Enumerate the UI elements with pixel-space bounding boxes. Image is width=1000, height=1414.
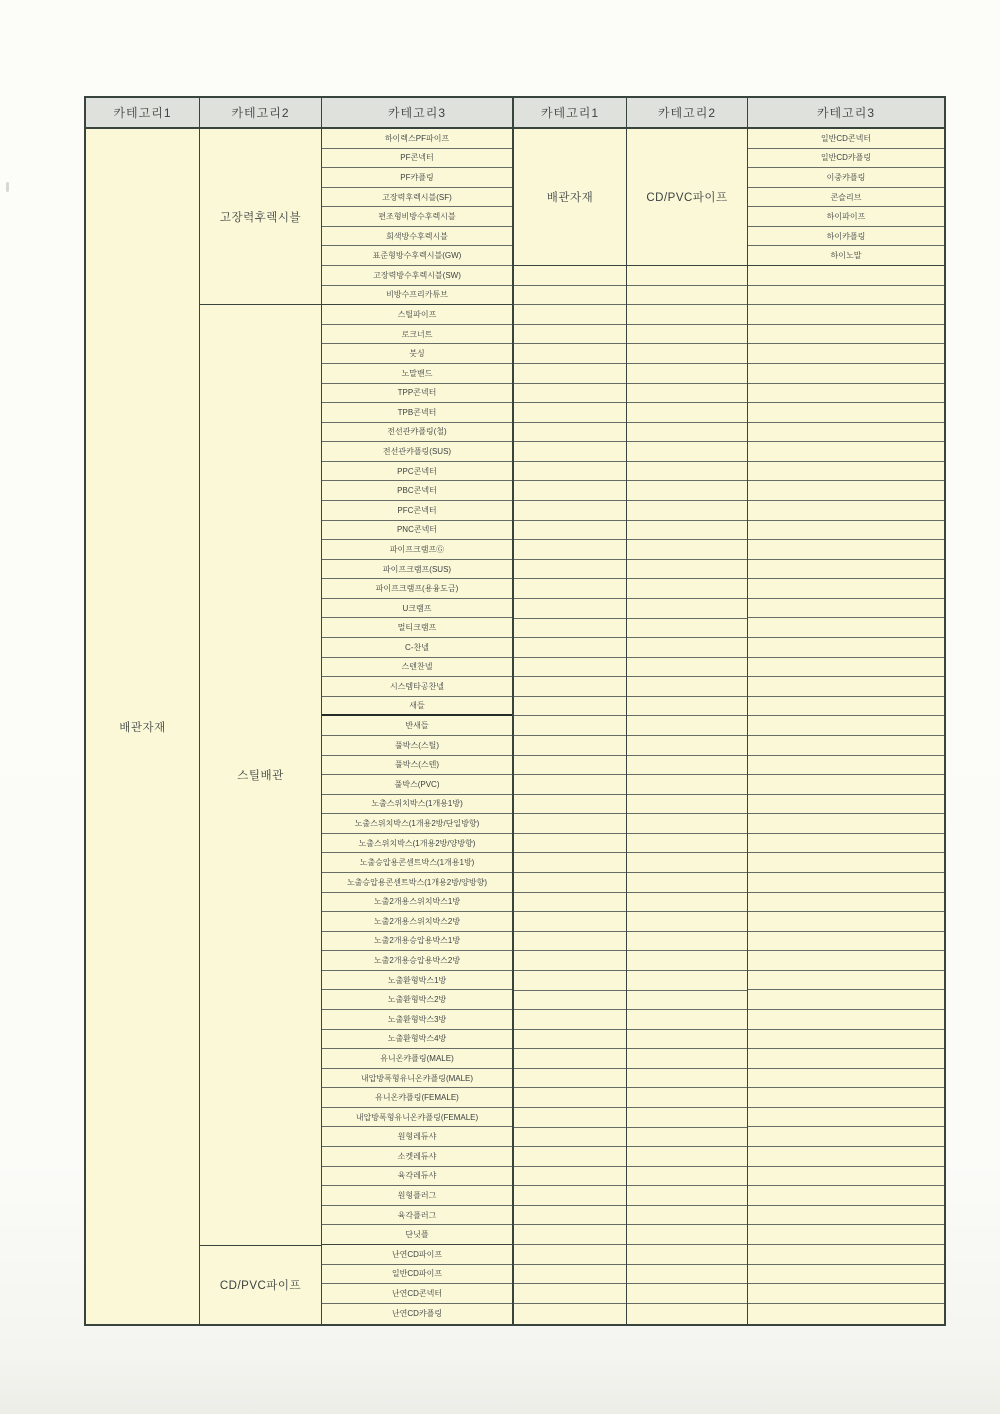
empty-cell bbox=[627, 736, 747, 756]
empty-cell bbox=[627, 521, 747, 541]
left-category3-item-cell: TPP콘넥터 bbox=[322, 384, 512, 404]
left-category3-item-cell: 노출2개용스위치박스2방 bbox=[322, 912, 512, 932]
empty-cell bbox=[748, 423, 944, 443]
empty-cell bbox=[627, 1265, 747, 1285]
empty-cell bbox=[514, 540, 626, 560]
empty-cell bbox=[748, 1088, 944, 1108]
empty-cell bbox=[514, 619, 626, 639]
empty-cell bbox=[514, 658, 626, 678]
right-category3-item-cell: 일반CD콘넥터 bbox=[748, 129, 944, 149]
empty-cell bbox=[514, 912, 626, 932]
empty-cell bbox=[514, 423, 626, 443]
table-column bbox=[200, 129, 322, 1324]
empty-cell bbox=[627, 1304, 747, 1324]
empty-cell bbox=[748, 1245, 944, 1265]
header-cell-category2-left: 카테고리2 bbox=[200, 98, 322, 127]
empty-cell bbox=[748, 756, 944, 776]
header-cell-category1-left: 카테고리1 bbox=[86, 98, 200, 127]
empty-cell bbox=[627, 1245, 747, 1265]
empty-cell bbox=[514, 716, 626, 736]
empty-cell bbox=[748, 442, 944, 462]
empty-cell bbox=[627, 501, 747, 521]
empty-cell bbox=[514, 775, 626, 795]
empty-cell bbox=[514, 1088, 626, 1108]
table-column bbox=[86, 129, 200, 1324]
left-category3-item-cell: 노말밴드 bbox=[322, 364, 512, 384]
empty-cell bbox=[514, 1284, 626, 1304]
left-category3-item-cell: 반새들 bbox=[322, 716, 512, 736]
left-category3-item-cell: 노출2개용스위치박스1방 bbox=[322, 893, 512, 913]
empty-cell bbox=[514, 736, 626, 756]
left-category3-item-cell: PF콘넥터 bbox=[322, 149, 512, 169]
empty-cell bbox=[748, 775, 944, 795]
empty-cell bbox=[627, 1030, 747, 1050]
empty-cell bbox=[627, 834, 747, 854]
empty-cell bbox=[748, 286, 944, 306]
empty-cell bbox=[627, 540, 747, 560]
left-category2-cell: CD/PVC파이프 bbox=[200, 1246, 321, 1324]
empty-cell bbox=[748, 1186, 944, 1206]
left-category3-item-cell: U크램프 bbox=[322, 599, 512, 619]
table-column bbox=[748, 129, 944, 1324]
empty-cell bbox=[627, 579, 747, 599]
empty-cell bbox=[514, 1108, 626, 1128]
empty-cell bbox=[748, 893, 944, 913]
empty-cell bbox=[627, 619, 747, 639]
empty-cell bbox=[627, 560, 747, 580]
empty-cell bbox=[627, 971, 747, 991]
table-column bbox=[627, 129, 748, 1324]
empty-cell bbox=[627, 1049, 747, 1069]
empty-cell bbox=[627, 1186, 747, 1206]
header-cell-category2-right: 카테고리2 bbox=[627, 98, 748, 127]
empty-cell bbox=[748, 658, 944, 678]
empty-cell bbox=[514, 853, 626, 873]
empty-cell bbox=[514, 1206, 626, 1226]
empty-cell bbox=[748, 932, 944, 952]
empty-cell bbox=[627, 1206, 747, 1226]
left-category3-item-cell: TPB콘넥터 bbox=[322, 403, 512, 423]
empty-cell bbox=[627, 991, 747, 1011]
header-cell-category1-right: 카테고리1 bbox=[514, 98, 627, 127]
empty-cell bbox=[514, 344, 626, 364]
right-category3-item-cell: 콘슬리브 bbox=[748, 188, 944, 208]
left-category3-item-cell: 유니온캬플링(FEMALE) bbox=[322, 1088, 512, 1108]
right-category3-item-cell: 하이캬플링 bbox=[748, 227, 944, 247]
left-category3-item-cell: 새들 bbox=[322, 697, 512, 717]
empty-cell bbox=[627, 1128, 747, 1148]
empty-cell bbox=[748, 618, 944, 638]
empty-cell bbox=[627, 1010, 747, 1030]
empty-cell bbox=[748, 1108, 944, 1128]
empty-cell bbox=[627, 442, 747, 462]
left-category3-item-cell: 노출2개용승압용박스2방 bbox=[322, 951, 512, 971]
empty-cell bbox=[627, 481, 747, 501]
empty-cell bbox=[748, 912, 944, 932]
empty-cell bbox=[514, 873, 626, 893]
right-category3-item-cell: 하이파이프 bbox=[748, 207, 944, 227]
empty-cell bbox=[627, 344, 747, 364]
left-category3-item-cell: 원형플러그 bbox=[322, 1186, 512, 1206]
empty-cell bbox=[748, 540, 944, 560]
left-category3-item-cell: PFC콘넥터 bbox=[322, 501, 512, 521]
right-category1-cell: 배관자재 bbox=[514, 129, 626, 266]
left-category3-item-cell: C-찬넬 bbox=[322, 638, 512, 658]
empty-cell bbox=[627, 1284, 747, 1304]
empty-cell bbox=[627, 1147, 747, 1167]
right-category3-item-cell: 이중캬플링 bbox=[748, 168, 944, 188]
empty-cell bbox=[627, 638, 747, 658]
left-category3-item-cell: 노출승압용콘센트박스(1개용2방/양방향) bbox=[322, 873, 512, 893]
empty-cell bbox=[627, 1069, 747, 1089]
left-category3-item-cell: 고장력방수후렉시블(SW) bbox=[322, 266, 512, 286]
empty-cell bbox=[514, 403, 626, 423]
empty-cell bbox=[627, 286, 747, 306]
empty-cell bbox=[514, 560, 626, 580]
empty-cell bbox=[627, 951, 747, 971]
empty-cell bbox=[514, 325, 626, 345]
left-category3-item-cell: 비방수프리카튜브 bbox=[322, 286, 512, 306]
empty-cell bbox=[748, 971, 944, 991]
empty-cell bbox=[748, 1049, 944, 1069]
empty-cell bbox=[627, 364, 747, 384]
empty-cell bbox=[514, 384, 626, 404]
empty-cell bbox=[514, 756, 626, 776]
empty-cell bbox=[514, 1304, 626, 1324]
empty-cell bbox=[514, 364, 626, 384]
left-category3-item-cell: 전선관캬플링(철) bbox=[322, 423, 512, 443]
left-category3-item-cell: 붓싱 bbox=[322, 344, 512, 364]
category-table bbox=[84, 96, 946, 1326]
left-category3-item-cell: PNC콘넥터 bbox=[322, 521, 512, 541]
empty-cell bbox=[627, 853, 747, 873]
empty-cell bbox=[748, 305, 944, 325]
empty-cell bbox=[627, 1088, 747, 1108]
header-cell-category3-left: 카테고리3 bbox=[322, 98, 514, 127]
empty-cell bbox=[514, 1167, 626, 1187]
empty-cell bbox=[748, 1010, 944, 1030]
empty-cell bbox=[627, 1225, 747, 1245]
empty-cell bbox=[514, 1049, 626, 1069]
empty-cell bbox=[748, 1147, 944, 1167]
left-category3-item-cell: 노출환형박스1방 bbox=[322, 971, 512, 991]
empty-cell bbox=[748, 266, 944, 286]
empty-cell bbox=[748, 697, 944, 717]
empty-cell bbox=[514, 834, 626, 854]
right-category3-item-cell: 하이노말 bbox=[748, 246, 944, 266]
table-body bbox=[86, 129, 944, 1324]
empty-cell bbox=[514, 462, 626, 482]
left-category3-item-cell: 난연CD콘넥터 bbox=[322, 1284, 512, 1304]
left-category3-item-cell: 로크너트 bbox=[322, 325, 512, 345]
empty-cell bbox=[748, 599, 944, 619]
empty-cell bbox=[514, 1245, 626, 1265]
left-category3-item-cell: 편조형비방수후렉시블 bbox=[322, 207, 512, 227]
empty-cell bbox=[514, 1010, 626, 1030]
left-category3-item-cell: 풀박스(PVC) bbox=[322, 775, 512, 795]
empty-cell bbox=[748, 1069, 944, 1089]
empty-cell bbox=[514, 893, 626, 913]
right-category3-item-cell: 일반CD캬플링 bbox=[748, 149, 944, 169]
empty-cell bbox=[627, 795, 747, 815]
empty-cell bbox=[514, 1225, 626, 1245]
left-category3-item-cell: 난연CD파이프 bbox=[322, 1245, 512, 1265]
empty-cell bbox=[627, 697, 747, 717]
empty-cell bbox=[748, 853, 944, 873]
empty-cell bbox=[514, 501, 626, 521]
empty-cell bbox=[748, 951, 944, 971]
empty-cell bbox=[748, 873, 944, 893]
empty-cell bbox=[514, 286, 626, 306]
empty-cell bbox=[514, 677, 626, 697]
empty-cell bbox=[627, 893, 747, 913]
empty-cell bbox=[627, 266, 747, 286]
empty-cell bbox=[748, 501, 944, 521]
empty-cell bbox=[514, 521, 626, 541]
empty-cell bbox=[514, 442, 626, 462]
empty-cell bbox=[627, 873, 747, 893]
empty-cell bbox=[514, 795, 626, 815]
left-category3-item-cell: 회색방수후렉시블 bbox=[322, 227, 512, 247]
empty-cell bbox=[514, 1128, 626, 1148]
left-category3-item-cell: 하이렉스PF파이프 bbox=[322, 129, 512, 149]
left-category3-item-cell: 원형레듀샤 bbox=[322, 1127, 512, 1147]
left-category3-item-cell: 표준형방수후렉시블(GW) bbox=[322, 246, 512, 266]
left-category3-item-cell: 난연CD캬플링 bbox=[322, 1304, 512, 1324]
table-column bbox=[514, 129, 627, 1324]
left-category3-item-cell: 노출승압용콘센트박스(1개용1방) bbox=[322, 853, 512, 873]
left-category3-item-cell: 내압방폭형유니온캬플링(FEMALE) bbox=[322, 1108, 512, 1128]
left-category3-item-cell: 멀티크램프 bbox=[322, 618, 512, 638]
empty-cell bbox=[627, 305, 747, 325]
empty-cell bbox=[514, 932, 626, 952]
table-column bbox=[322, 129, 514, 1324]
left-category3-item-cell: 파이프크램프Ⓖ bbox=[322, 540, 512, 560]
left-category3-item-cell: 풀박스(스텐) bbox=[322, 756, 512, 776]
left-category1-cell: 배관자재 bbox=[86, 129, 199, 1324]
empty-cell bbox=[748, 834, 944, 854]
empty-cell bbox=[514, 1069, 626, 1089]
empty-cell bbox=[748, 1127, 944, 1147]
empty-cell bbox=[514, 579, 626, 599]
left-category3-item-cell: 파이프크램프(SUS) bbox=[322, 560, 512, 580]
empty-cell bbox=[514, 1030, 626, 1050]
empty-cell bbox=[514, 1147, 626, 1167]
left-category3-item-cell: 시스템타공찬넬 bbox=[322, 677, 512, 697]
empty-cell bbox=[627, 462, 747, 482]
empty-cell bbox=[514, 951, 626, 971]
empty-cell bbox=[514, 599, 626, 619]
empty-cell bbox=[748, 1284, 944, 1304]
empty-cell bbox=[514, 814, 626, 834]
left-category3-item-cell: 일반CD파이프 bbox=[322, 1265, 512, 1285]
empty-cell bbox=[627, 1167, 747, 1187]
empty-cell bbox=[514, 305, 626, 325]
empty-cell bbox=[748, 795, 944, 815]
empty-cell bbox=[627, 325, 747, 345]
empty-cell bbox=[627, 932, 747, 952]
empty-cell bbox=[627, 775, 747, 795]
empty-cell bbox=[627, 423, 747, 443]
left-category3-item-cell: PF캬플링 bbox=[322, 168, 512, 188]
left-category2-cell: 스틸배관 bbox=[200, 305, 321, 1245]
empty-cell bbox=[627, 912, 747, 932]
scan-artifact bbox=[6, 182, 9, 192]
left-category3-item-cell: 노출환형박스4방 bbox=[322, 1030, 512, 1050]
left-category3-item-cell: 노출스위치박스(1개용1방) bbox=[322, 795, 512, 815]
left-category3-item-cell: 고장력후렉시블(SF) bbox=[322, 188, 512, 208]
empty-cell bbox=[748, 1206, 944, 1226]
left-category3-item-cell: 육각레듀샤 bbox=[322, 1167, 512, 1187]
empty-cell bbox=[627, 599, 747, 619]
empty-cell bbox=[748, 344, 944, 364]
empty-cell bbox=[748, 814, 944, 834]
left-category3-item-cell: 노출환형박스2방 bbox=[322, 990, 512, 1010]
empty-cell bbox=[748, 736, 944, 756]
empty-cell bbox=[627, 756, 747, 776]
left-category3-item-cell: 내압방폭형유니온캬플링(MALE) bbox=[322, 1069, 512, 1089]
empty-cell bbox=[627, 384, 747, 404]
empty-cell bbox=[748, 1265, 944, 1285]
header-cell-category3-right: 카테고리3 bbox=[748, 98, 944, 127]
left-category3-item-cell: 파이프크램프(용융도금) bbox=[322, 579, 512, 599]
empty-cell bbox=[627, 814, 747, 834]
left-category3-item-cell: 스텐찬넬 bbox=[322, 658, 512, 678]
empty-cell bbox=[748, 384, 944, 404]
empty-cell bbox=[748, 1167, 944, 1187]
left-category3-item-cell: 단닛플 bbox=[322, 1225, 512, 1245]
empty-cell bbox=[748, 403, 944, 423]
left-category3-item-cell: 풀박스(스틸) bbox=[322, 736, 512, 756]
left-category3-item-cell: PPC콘넥터 bbox=[322, 462, 512, 482]
empty-cell bbox=[748, 716, 944, 736]
left-category3-item-cell: 스틸파이프 bbox=[322, 305, 512, 325]
empty-cell bbox=[627, 658, 747, 678]
empty-cell bbox=[627, 403, 747, 423]
empty-cell bbox=[514, 266, 626, 286]
empty-cell bbox=[748, 560, 944, 580]
left-category3-item-cell: 전선관캬플링(SUS) bbox=[322, 442, 512, 462]
empty-cell bbox=[748, 579, 944, 599]
empty-cell bbox=[514, 991, 626, 1011]
left-category3-item-cell: PBC콘넥터 bbox=[322, 481, 512, 501]
empty-cell bbox=[748, 521, 944, 541]
empty-cell bbox=[748, 1304, 944, 1324]
left-category3-item-cell: 노출스위치박스(1개용2방/양방향) bbox=[322, 834, 512, 854]
empty-cell bbox=[748, 462, 944, 482]
empty-cell bbox=[748, 990, 944, 1010]
empty-cell bbox=[627, 1108, 747, 1128]
empty-cell bbox=[748, 364, 944, 384]
empty-cell bbox=[627, 677, 747, 697]
empty-cell bbox=[748, 325, 944, 345]
left-category2-cell: 고장력후렉시블 bbox=[200, 129, 321, 305]
empty-cell bbox=[514, 1265, 626, 1285]
empty-cell bbox=[748, 481, 944, 501]
empty-cell bbox=[748, 1225, 944, 1245]
table-header-row bbox=[86, 98, 944, 129]
empty-cell bbox=[514, 481, 626, 501]
left-category3-item-cell: 노출스위치박스(1개용2방/단일방향) bbox=[322, 814, 512, 834]
empty-cell bbox=[514, 697, 626, 717]
empty-cell bbox=[748, 1030, 944, 1050]
empty-cell bbox=[514, 1186, 626, 1206]
empty-cell bbox=[748, 677, 944, 697]
right-category2-cell: CD/PVC파이프 bbox=[627, 129, 747, 266]
empty-cell bbox=[514, 638, 626, 658]
empty-cell bbox=[514, 971, 626, 991]
left-category3-item-cell: 소켓레듀샤 bbox=[322, 1147, 512, 1167]
left-category3-item-cell: 육각플러그 bbox=[322, 1206, 512, 1226]
empty-cell bbox=[748, 638, 944, 658]
left-category3-item-cell: 노출환형박스3방 bbox=[322, 1010, 512, 1030]
left-category3-item-cell: 노출2개용승압용박스1방 bbox=[322, 932, 512, 952]
left-category3-item-cell: 유니온캬플링(MALE) bbox=[322, 1049, 512, 1069]
empty-cell bbox=[627, 716, 747, 736]
